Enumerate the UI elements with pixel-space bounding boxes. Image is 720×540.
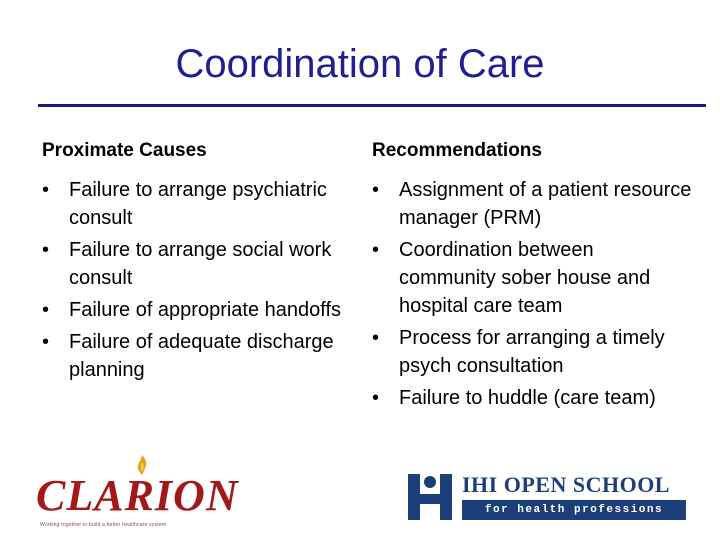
bullet-icon: • (372, 179, 380, 201)
title-divider (38, 104, 706, 107)
recommendations-list (372, 176, 692, 412)
ihi-open-school-logo (404, 470, 686, 522)
bullet-icon: • (42, 239, 50, 261)
ihi-tagline: for health professions (484, 504, 664, 516)
list-item (372, 236, 692, 320)
list-item (42, 328, 342, 384)
list-item-text: Failure of appropriate handoffs (69, 299, 342, 321)
list-item (372, 176, 692, 232)
recommendations-heading: Recommendations (372, 140, 542, 161)
list-item-text: Failure of adequate discharge planning (69, 331, 334, 381)
ihi-wordmark: IHI OPEN SCHOOL (462, 472, 670, 497)
list-item (42, 236, 342, 292)
list-item (42, 296, 342, 324)
recommendations-column (372, 140, 692, 416)
list-item-text: Failure to arrange social work consult (69, 239, 332, 289)
clarion-logo (36, 452, 239, 534)
list-item (372, 384, 692, 412)
list-item (372, 324, 692, 380)
list-item-text: Failure to huddle (care team) (399, 387, 656, 409)
proximate-causes-heading: Proximate Causes (42, 140, 207, 161)
clarion-wordmark: CLARION (36, 471, 239, 520)
bullet-icon: • (372, 327, 380, 349)
bullet-icon: • (42, 331, 50, 353)
list-item-text: Failure to arrange psychiatric consult (69, 179, 327, 229)
bullet-icon: • (42, 179, 50, 201)
bullet-icon: • (42, 299, 50, 321)
list-item-text: Process for arranging a timely psych consultation (399, 327, 665, 377)
clarion-tagline: Working together to build a better healthcare system (40, 522, 167, 528)
proximate-causes-list (42, 176, 342, 384)
bullet-icon: • (372, 239, 380, 261)
bullet-icon: • (372, 387, 380, 409)
slide-title: Coordination of Care (175, 42, 545, 86)
proximate-causes-column (42, 140, 342, 388)
ihi-emblem-icon (404, 470, 456, 522)
list-item-text: Assignment of a patient resource manager (PRM) (399, 179, 692, 229)
list-item (42, 176, 342, 232)
list-item-text: Coordination between community sober house and hospital care team (399, 239, 651, 317)
